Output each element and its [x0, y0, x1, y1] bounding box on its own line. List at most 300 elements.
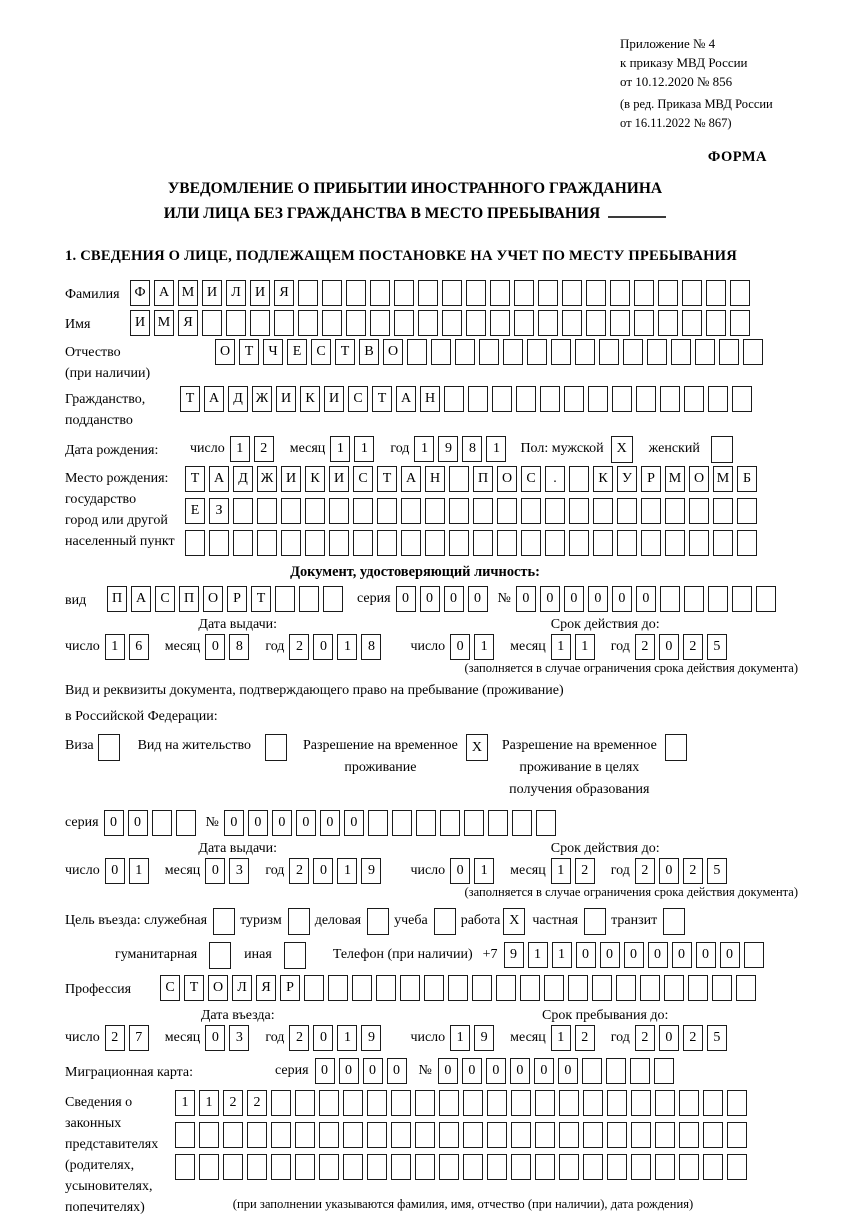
char-cell[interactable]: А — [396, 386, 416, 412]
char-cell[interactable] — [175, 1154, 195, 1180]
purpose-private-checkbox[interactable] — [584, 908, 606, 935]
char-cell[interactable]: 2 — [635, 1025, 655, 1051]
char-cell[interactable]: 2 — [254, 436, 274, 462]
char-cell[interactable] — [569, 530, 589, 556]
char-cell[interactable]: И — [250, 280, 270, 306]
char-cell[interactable] — [305, 530, 325, 556]
visa-checkbox[interactable] — [98, 734, 120, 761]
char-cell[interactable] — [665, 530, 685, 556]
char-cell[interactable] — [727, 1154, 747, 1180]
char-cell[interactable]: 0 — [296, 810, 316, 836]
char-cell[interactable]: А — [154, 280, 174, 306]
char-cell[interactable]: 0 — [339, 1058, 359, 1084]
char-cell[interactable] — [535, 1122, 555, 1148]
char-cell[interactable] — [575, 339, 595, 365]
char-cell[interactable] — [418, 310, 438, 336]
char-cell[interactable] — [257, 498, 277, 524]
char-cell[interactable] — [682, 280, 702, 306]
char-cell[interactable] — [582, 1058, 602, 1084]
purpose-other-checkbox[interactable] — [284, 942, 306, 969]
char-cell[interactable]: 1 — [474, 858, 494, 884]
char-cell[interactable]: А — [209, 466, 229, 492]
char-cell[interactable] — [655, 1090, 675, 1116]
char-cell[interactable] — [521, 530, 541, 556]
char-cell[interactable]: 0 — [612, 586, 632, 612]
char-cell[interactable] — [610, 310, 630, 336]
char-cell[interactable] — [449, 498, 469, 524]
char-cell[interactable]: 0 — [420, 586, 440, 612]
char-cell[interactable] — [607, 1090, 627, 1116]
char-cell[interactable]: Н — [425, 466, 445, 492]
char-cell[interactable]: Р — [641, 466, 661, 492]
char-cell[interactable] — [689, 498, 709, 524]
char-cell[interactable]: 0 — [313, 634, 333, 660]
char-cell[interactable] — [569, 466, 589, 492]
char-cell[interactable] — [370, 280, 390, 306]
char-cell[interactable]: Е — [185, 498, 205, 524]
char-cell[interactable] — [730, 280, 750, 306]
char-cell[interactable] — [226, 310, 246, 336]
char-cell[interactable]: 0 — [315, 1058, 335, 1084]
char-cell[interactable] — [634, 310, 654, 336]
char-cell[interactable] — [343, 1090, 363, 1116]
char-cell[interactable]: 1 — [199, 1090, 219, 1116]
char-cell[interactable] — [607, 1122, 627, 1148]
char-cell[interactable]: О — [383, 339, 403, 365]
char-cell[interactable]: 1 — [528, 942, 548, 968]
char-cell[interactable]: У — [617, 466, 637, 492]
char-cell[interactable] — [727, 1122, 747, 1148]
char-cell[interactable]: П — [107, 586, 127, 612]
char-cell[interactable]: С — [348, 386, 368, 412]
char-cell[interactable] — [583, 1090, 603, 1116]
char-cell[interactable] — [497, 498, 517, 524]
char-cell[interactable] — [641, 530, 661, 556]
char-cell[interactable] — [488, 810, 508, 836]
char-cell[interactable]: С — [521, 466, 541, 492]
char-cell[interactable] — [545, 530, 565, 556]
char-cell[interactable]: С — [160, 975, 180, 1001]
char-cell[interactable]: 0 — [588, 586, 608, 612]
char-cell[interactable]: 0 — [344, 810, 364, 836]
char-cell[interactable]: 1 — [474, 634, 494, 660]
char-cell[interactable] — [487, 1122, 507, 1148]
char-cell[interactable] — [706, 280, 726, 306]
char-cell[interactable] — [367, 1122, 387, 1148]
char-cell[interactable] — [281, 530, 301, 556]
char-cell[interactable] — [568, 975, 588, 1001]
char-cell[interactable] — [538, 280, 558, 306]
char-cell[interactable] — [176, 810, 196, 836]
purpose-study-checkbox[interactable] — [434, 908, 456, 935]
char-cell[interactable] — [713, 498, 733, 524]
edu-permit-checkbox[interactable] — [665, 734, 687, 761]
char-cell[interactable]: 0 — [205, 634, 225, 660]
char-cell[interactable] — [463, 1090, 483, 1116]
char-cell[interactable]: 1 — [337, 634, 357, 660]
char-cell[interactable] — [655, 1154, 675, 1180]
char-cell[interactable]: 0 — [320, 810, 340, 836]
purpose-business-checkbox[interactable] — [367, 908, 389, 935]
char-cell[interactable]: Т — [185, 466, 205, 492]
char-cell[interactable] — [298, 310, 318, 336]
char-cell[interactable] — [516, 386, 536, 412]
char-cell[interactable] — [407, 339, 427, 365]
char-cell[interactable] — [736, 975, 756, 1001]
char-cell[interactable] — [448, 975, 468, 1001]
char-cell[interactable] — [634, 280, 654, 306]
char-cell[interactable]: 0 — [624, 942, 644, 968]
char-cell[interactable] — [712, 975, 732, 1001]
char-cell[interactable] — [368, 810, 388, 836]
char-cell[interactable] — [684, 386, 704, 412]
char-cell[interactable] — [223, 1122, 243, 1148]
char-cell[interactable]: Л — [232, 975, 252, 1001]
char-cell[interactable] — [511, 1090, 531, 1116]
char-cell[interactable]: 2 — [575, 858, 595, 884]
char-cell[interactable]: Ж — [257, 466, 277, 492]
char-cell[interactable] — [631, 1090, 651, 1116]
char-cell[interactable]: 9 — [504, 942, 524, 968]
char-cell[interactable] — [617, 498, 637, 524]
char-cell[interactable] — [391, 1154, 411, 1180]
char-cell[interactable]: Я — [256, 975, 276, 1001]
char-cell[interactable]: 0 — [696, 942, 716, 968]
char-cell[interactable] — [392, 810, 412, 836]
char-cell[interactable]: М — [665, 466, 685, 492]
char-cell[interactable]: 1 — [354, 436, 374, 462]
char-cell[interactable]: 1 — [105, 634, 125, 660]
char-cell[interactable]: О — [497, 466, 517, 492]
char-cell[interactable]: 9 — [474, 1025, 494, 1051]
char-cell[interactable] — [612, 386, 632, 412]
char-cell[interactable] — [708, 386, 728, 412]
char-cell[interactable] — [514, 280, 534, 306]
char-cell[interactable] — [440, 810, 460, 836]
char-cell[interactable] — [442, 280, 462, 306]
char-cell[interactable] — [490, 310, 510, 336]
char-cell[interactable]: 0 — [510, 1058, 530, 1084]
char-cell[interactable] — [658, 280, 678, 306]
char-cell[interactable]: И — [276, 386, 296, 412]
char-cell[interactable] — [511, 1154, 531, 1180]
purpose-work-checkbox[interactable]: X — [503, 908, 525, 935]
char-cell[interactable] — [353, 498, 373, 524]
char-cell[interactable]: Я — [178, 310, 198, 336]
char-cell[interactable]: С — [353, 466, 373, 492]
char-cell[interactable] — [496, 975, 516, 1001]
char-cell[interactable]: 0 — [659, 1025, 679, 1051]
char-cell[interactable]: 8 — [361, 634, 381, 660]
char-cell[interactable]: Р — [280, 975, 300, 1001]
char-cell[interactable]: А — [131, 586, 151, 612]
char-cell[interactable]: 0 — [224, 810, 244, 836]
char-cell[interactable]: 0 — [444, 586, 464, 612]
char-cell[interactable]: И — [130, 310, 150, 336]
char-cell[interactable]: 0 — [450, 858, 470, 884]
char-cell[interactable] — [322, 310, 342, 336]
char-cell[interactable]: 1 — [414, 436, 434, 462]
char-cell[interactable]: 2 — [105, 1025, 125, 1051]
char-cell[interactable]: Т — [180, 386, 200, 412]
char-cell[interactable] — [679, 1090, 699, 1116]
char-cell[interactable] — [449, 466, 469, 492]
char-cell[interactable] — [559, 1154, 579, 1180]
char-cell[interactable] — [444, 386, 464, 412]
char-cell[interactable]: Б — [737, 466, 757, 492]
char-cell[interactable]: 2 — [635, 858, 655, 884]
char-cell[interactable]: 9 — [438, 436, 458, 462]
char-cell[interactable] — [703, 1154, 723, 1180]
char-cell[interactable] — [593, 530, 613, 556]
char-cell[interactable] — [588, 386, 608, 412]
char-cell[interactable]: 0 — [396, 586, 416, 612]
char-cell[interactable]: 6 — [129, 634, 149, 660]
char-cell[interactable] — [439, 1122, 459, 1148]
char-cell[interactable]: М — [178, 280, 198, 306]
char-cell[interactable] — [617, 530, 637, 556]
char-cell[interactable]: 0 — [636, 586, 656, 612]
char-cell[interactable] — [319, 1122, 339, 1148]
char-cell[interactable]: 0 — [104, 810, 124, 836]
char-cell[interactable] — [719, 339, 739, 365]
char-cell[interactable]: 2 — [289, 634, 309, 660]
char-cell[interactable]: 0 — [105, 858, 125, 884]
char-cell[interactable] — [551, 339, 571, 365]
char-cell[interactable]: С — [155, 586, 175, 612]
char-cell[interactable] — [737, 498, 757, 524]
char-cell[interactable]: Я — [274, 280, 294, 306]
char-cell[interactable]: 0 — [468, 586, 488, 612]
char-cell[interactable]: О — [208, 975, 228, 1001]
char-cell[interactable] — [660, 586, 680, 612]
char-cell[interactable]: 3 — [229, 1025, 249, 1051]
char-cell[interactable]: И — [281, 466, 301, 492]
char-cell[interactable]: 3 — [229, 858, 249, 884]
char-cell[interactable] — [394, 280, 414, 306]
char-cell[interactable] — [492, 386, 512, 412]
char-cell[interactable]: О — [215, 339, 235, 365]
char-cell[interactable] — [281, 498, 301, 524]
char-cell[interactable] — [233, 498, 253, 524]
char-cell[interactable] — [473, 530, 493, 556]
char-cell[interactable] — [329, 498, 349, 524]
char-cell[interactable]: 9 — [361, 858, 381, 884]
char-cell[interactable]: 2 — [683, 858, 703, 884]
char-cell[interactable]: Т — [377, 466, 397, 492]
char-cell[interactable] — [304, 975, 324, 1001]
sex-female-checkbox[interactable] — [711, 436, 733, 463]
char-cell[interactable] — [569, 498, 589, 524]
char-cell[interactable] — [521, 498, 541, 524]
char-cell[interactable] — [514, 310, 534, 336]
char-cell[interactable] — [175, 1122, 195, 1148]
char-cell[interactable] — [562, 280, 582, 306]
char-cell[interactable]: 1 — [575, 634, 595, 660]
char-cell[interactable] — [535, 1090, 555, 1116]
char-cell[interactable] — [295, 1090, 315, 1116]
char-cell[interactable] — [257, 530, 277, 556]
char-cell[interactable] — [665, 498, 685, 524]
char-cell[interactable]: 0 — [272, 810, 292, 836]
char-cell[interactable] — [322, 280, 342, 306]
char-cell[interactable]: 1 — [175, 1090, 195, 1116]
char-cell[interactable]: 0 — [516, 586, 536, 612]
char-cell[interactable]: 0 — [205, 1025, 225, 1051]
char-cell[interactable]: 1 — [551, 1025, 571, 1051]
char-cell[interactable] — [463, 1154, 483, 1180]
char-cell[interactable]: А — [204, 386, 224, 412]
char-cell[interactable] — [152, 810, 172, 836]
char-cell[interactable] — [401, 530, 421, 556]
char-cell[interactable] — [415, 1154, 435, 1180]
char-cell[interactable] — [695, 339, 715, 365]
char-cell[interactable] — [319, 1154, 339, 1180]
char-cell[interactable]: 2 — [575, 1025, 595, 1051]
char-cell[interactable]: 0 — [313, 858, 333, 884]
char-cell[interactable] — [512, 810, 532, 836]
char-cell[interactable]: 5 — [707, 1025, 727, 1051]
char-cell[interactable] — [415, 1122, 435, 1148]
char-cell[interactable] — [247, 1122, 267, 1148]
char-cell[interactable]: 2 — [635, 634, 655, 660]
char-cell[interactable] — [535, 1154, 555, 1180]
char-cell[interactable]: 1 — [450, 1025, 470, 1051]
char-cell[interactable] — [599, 339, 619, 365]
char-cell[interactable] — [660, 386, 680, 412]
char-cell[interactable]: 0 — [128, 810, 148, 836]
char-cell[interactable] — [679, 1154, 699, 1180]
char-cell[interactable]: П — [473, 466, 493, 492]
char-cell[interactable] — [439, 1090, 459, 1116]
char-cell[interactable] — [703, 1122, 723, 1148]
char-cell[interactable] — [732, 386, 752, 412]
char-cell[interactable] — [490, 280, 510, 306]
char-cell[interactable]: 0 — [720, 942, 740, 968]
char-cell[interactable]: 1 — [486, 436, 506, 462]
char-cell[interactable] — [295, 1154, 315, 1180]
char-cell[interactable]: 0 — [248, 810, 268, 836]
char-cell[interactable] — [199, 1122, 219, 1148]
char-cell[interactable] — [343, 1122, 363, 1148]
char-cell[interactable] — [682, 310, 702, 336]
char-cell[interactable]: Ч — [263, 339, 283, 365]
char-cell[interactable] — [247, 1154, 267, 1180]
char-cell[interactable] — [487, 1154, 507, 1180]
char-cell[interactable] — [708, 586, 728, 612]
char-cell[interactable] — [425, 498, 445, 524]
char-cell[interactable]: 0 — [462, 1058, 482, 1084]
char-cell[interactable] — [449, 530, 469, 556]
char-cell[interactable] — [271, 1122, 291, 1148]
char-cell[interactable] — [376, 975, 396, 1001]
char-cell[interactable]: П — [179, 586, 199, 612]
char-cell[interactable] — [631, 1122, 651, 1148]
char-cell[interactable] — [299, 586, 319, 612]
char-cell[interactable]: 0 — [387, 1058, 407, 1084]
char-cell[interactable] — [727, 1090, 747, 1116]
char-cell[interactable] — [400, 975, 420, 1001]
char-cell[interactable]: 0 — [438, 1058, 458, 1084]
char-cell[interactable] — [540, 386, 560, 412]
char-cell[interactable] — [647, 339, 667, 365]
char-cell[interactable]: И — [202, 280, 222, 306]
char-cell[interactable] — [439, 1154, 459, 1180]
char-cell[interactable]: Т — [239, 339, 259, 365]
char-cell[interactable]: 0 — [558, 1058, 578, 1084]
char-cell[interactable] — [442, 310, 462, 336]
char-cell[interactable] — [250, 310, 270, 336]
char-cell[interactable] — [377, 498, 397, 524]
char-cell[interactable] — [743, 339, 763, 365]
char-cell[interactable] — [706, 310, 726, 336]
char-cell[interactable] — [559, 1090, 579, 1116]
char-cell[interactable]: 0 — [672, 942, 692, 968]
char-cell[interactable] — [671, 339, 691, 365]
char-cell[interactable] — [586, 310, 606, 336]
char-cell[interactable] — [756, 586, 776, 612]
char-cell[interactable]: Т — [372, 386, 392, 412]
char-cell[interactable]: Д — [233, 466, 253, 492]
char-cell[interactable] — [209, 530, 229, 556]
char-cell[interactable]: 2 — [223, 1090, 243, 1116]
char-cell[interactable] — [185, 530, 205, 556]
char-cell[interactable] — [346, 310, 366, 336]
temp-permit-checkbox[interactable]: X — [466, 734, 488, 761]
char-cell[interactable]: М — [154, 310, 174, 336]
char-cell[interactable]: 2 — [289, 858, 309, 884]
char-cell[interactable]: 1 — [129, 858, 149, 884]
char-cell[interactable]: 2 — [289, 1025, 309, 1051]
char-cell[interactable] — [367, 1090, 387, 1116]
char-cell[interactable] — [583, 1122, 603, 1148]
char-cell[interactable]: И — [329, 466, 349, 492]
char-cell[interactable] — [679, 1122, 699, 1148]
char-cell[interactable] — [655, 1122, 675, 1148]
char-cell[interactable] — [545, 498, 565, 524]
char-cell[interactable]: М — [713, 466, 733, 492]
char-cell[interactable]: . — [545, 466, 565, 492]
char-cell[interactable]: 1 — [330, 436, 350, 462]
char-cell[interactable] — [346, 280, 366, 306]
char-cell[interactable] — [295, 1122, 315, 1148]
char-cell[interactable] — [592, 975, 612, 1001]
char-cell[interactable] — [473, 498, 493, 524]
char-cell[interactable] — [658, 310, 678, 336]
char-cell[interactable] — [353, 530, 373, 556]
char-cell[interactable] — [640, 975, 660, 1001]
char-cell[interactable]: 0 — [313, 1025, 333, 1051]
char-cell[interactable] — [713, 530, 733, 556]
char-cell[interactable] — [343, 1154, 363, 1180]
char-cell[interactable]: О — [689, 466, 709, 492]
char-cell[interactable] — [367, 1154, 387, 1180]
char-cell[interactable]: 2 — [683, 1025, 703, 1051]
char-cell[interactable] — [536, 810, 556, 836]
char-cell[interactable] — [370, 310, 390, 336]
char-cell[interactable] — [199, 1154, 219, 1180]
char-cell[interactable] — [329, 530, 349, 556]
char-cell[interactable]: Т — [251, 586, 271, 612]
char-cell[interactable] — [641, 498, 661, 524]
char-cell[interactable]: 0 — [600, 942, 620, 968]
char-cell[interactable] — [616, 975, 636, 1001]
char-cell[interactable] — [744, 942, 764, 968]
char-cell[interactable] — [503, 339, 523, 365]
char-cell[interactable]: 0 — [205, 858, 225, 884]
char-cell[interactable]: 0 — [540, 586, 560, 612]
char-cell[interactable]: Т — [184, 975, 204, 1001]
